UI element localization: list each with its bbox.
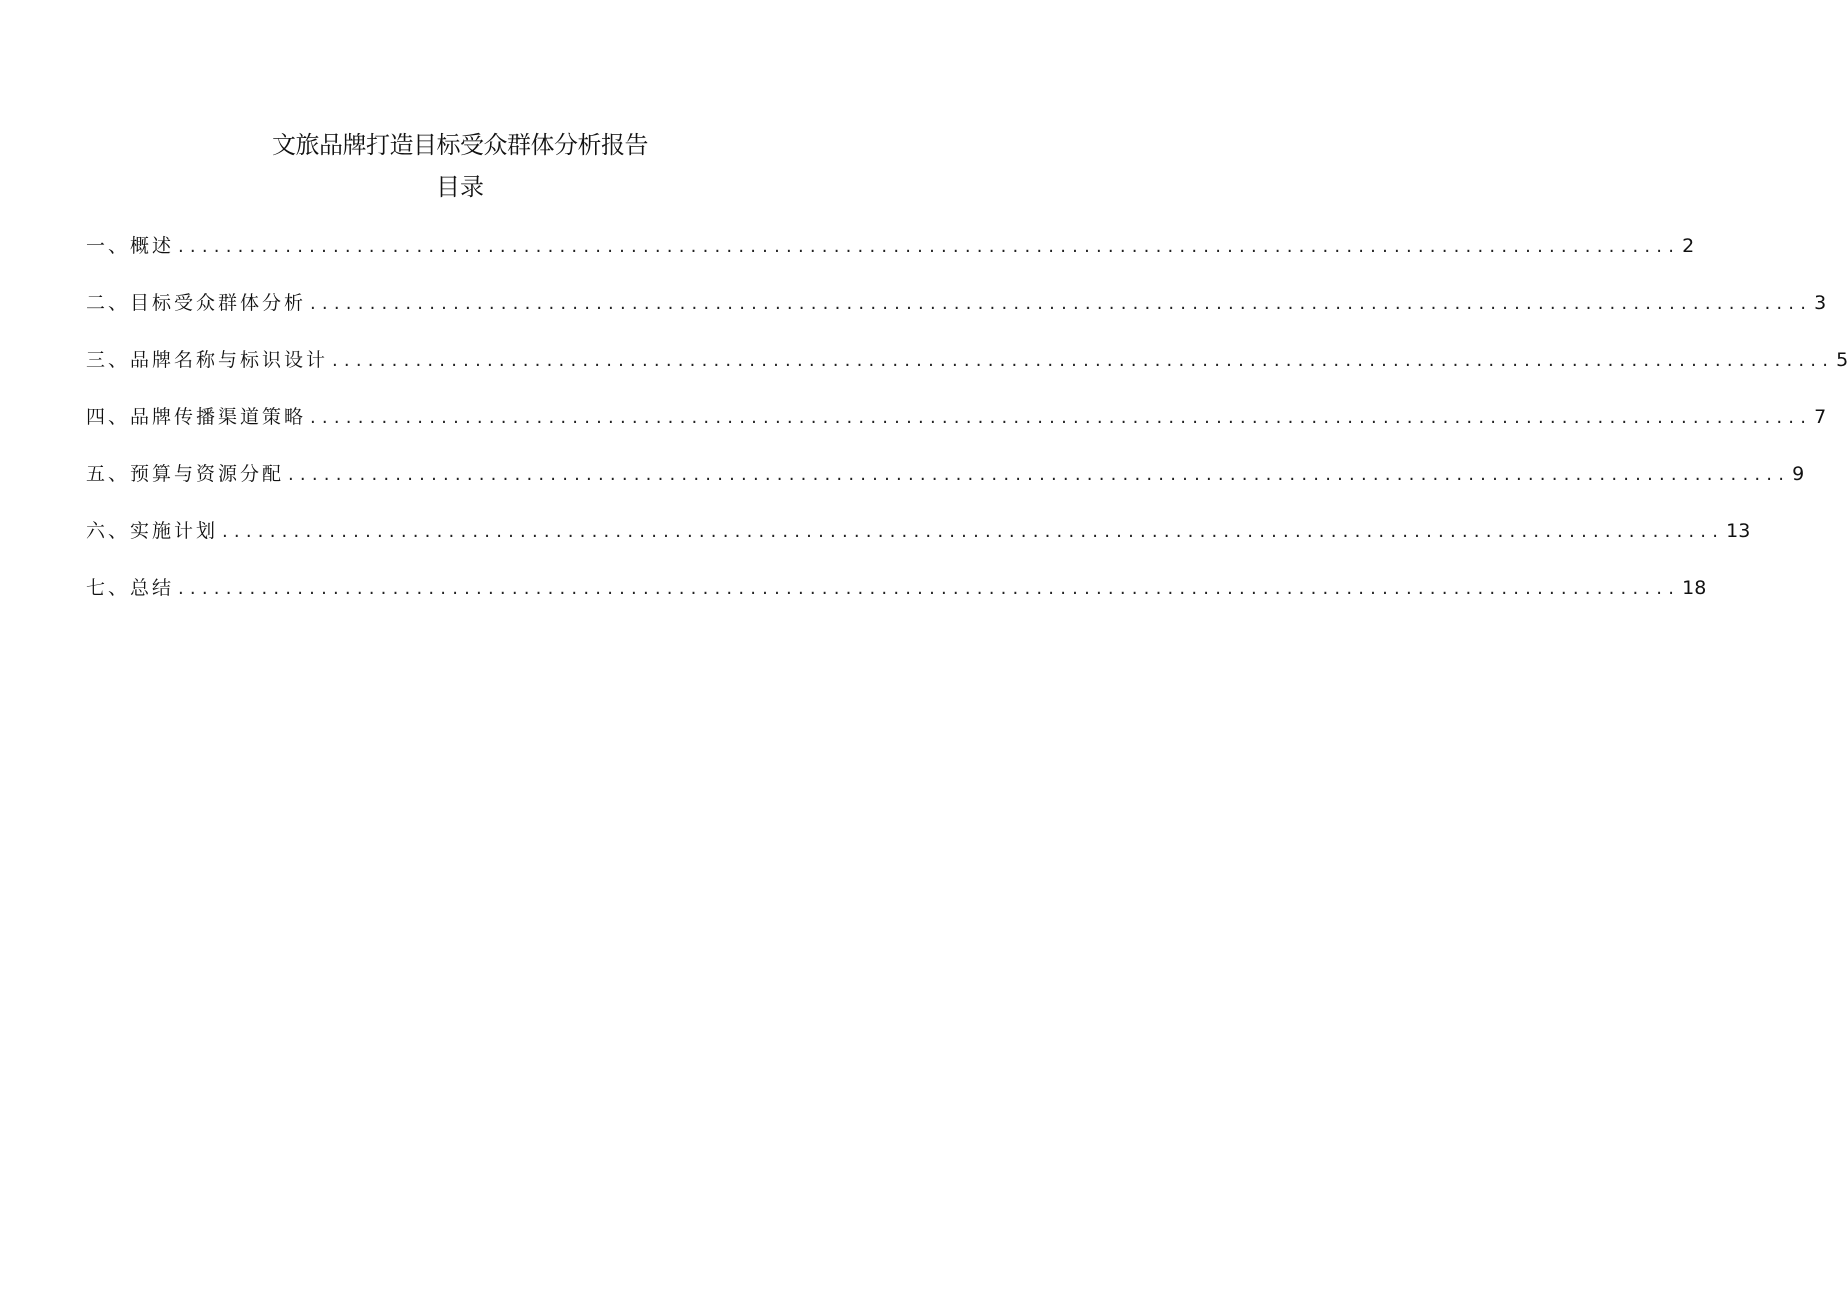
toc-dot-leader: .............................................................................................................................. [178,236,1681,257]
toc-heading: 目录 [436,173,484,201]
toc-entry-implementation-plan[interactable] [86,514,1751,571]
toc-entry-label: 三、品牌名称与标识设计 [86,349,329,371]
toc-dot-leader: .............................................................................................................................. [332,350,1835,371]
table-of-contents [86,229,1848,628]
toc-dot-leader: .............................................................................................................................. [310,407,1813,428]
toc-entry-label: 四、品牌传播渠道策略 [86,406,307,428]
toc-entry-label: 五、预算与资源分配 [86,463,285,485]
toc-entry-label: 二、目标受众群体分析 [86,292,307,314]
toc-entry-page-number: 7 [1814,406,1827,428]
toc-entry-channel-strategy[interactable] [86,400,1827,457]
toc-entry-page-number: 3 [1814,292,1827,314]
toc-entry-budget[interactable] [86,457,1805,514]
toc-entry-summary[interactable] [86,571,1707,628]
toc-dot-leader: .............................................................................................................................. [178,578,1681,599]
toc-entry-page-number: 13 [1726,520,1751,542]
toc-entry-label: 七、总结 [86,577,175,599]
toc-entry-page-number: 2 [1682,235,1695,257]
toc-dot-leader: .............................................................................................................................. [222,521,1725,542]
toc-dot-leader: .............................................................................................................................. [288,464,1791,485]
toc-entry-overview[interactable] [86,229,1695,286]
document-title: 文旅品牌打造目标受众群体分析报告 [272,131,648,159]
toc-entry-label: 一、概述 [86,235,175,257]
toc-entry-page-number: 18 [1682,577,1707,599]
toc-entry-brand-name-design[interactable] [86,343,1848,400]
toc-entry-page-number: 9 [1792,463,1805,485]
toc-entry-label: 六、实施计划 [86,520,219,542]
toc-entry-page-number: 5 [1836,349,1848,371]
toc-dot-leader: .............................................................................................................................. [310,293,1813,314]
toc-entry-audience-analysis[interactable] [86,286,1827,343]
